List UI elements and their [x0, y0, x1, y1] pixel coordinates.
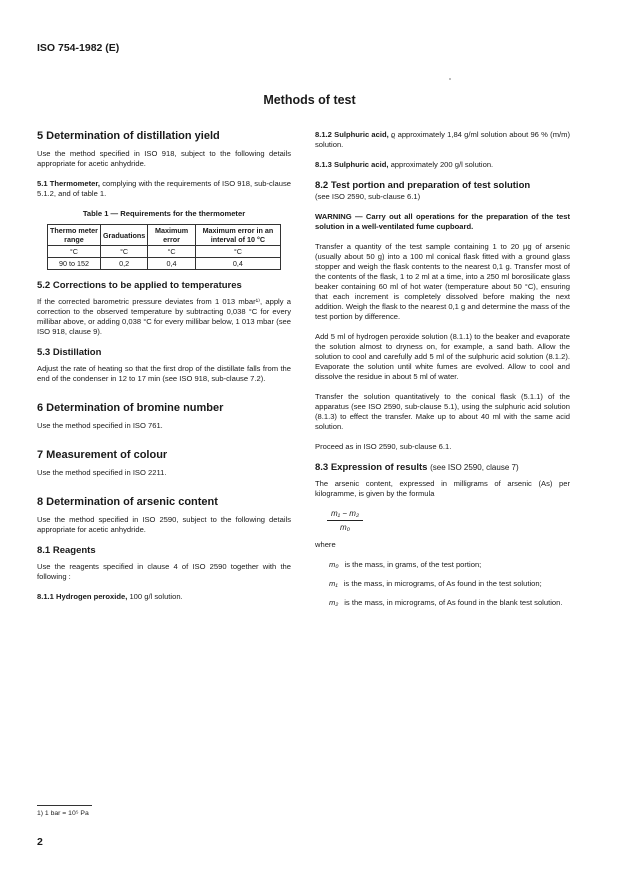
table-caption: Table 1 — Requirements for the thermometer — [82, 209, 246, 218]
s812-rest: ϱ approximately 1,84 g/ml solution about 96 % (m/m) solution. — [315, 130, 570, 149]
page-title: Methods of test — [263, 93, 356, 107]
table-cell: 0,4 — [148, 258, 196, 270]
s811-bold: Hydrogen peroxide, — [56, 592, 128, 601]
definition-row — [315, 579, 570, 589]
def-symbol: m₂ — [329, 598, 339, 607]
formula-denominator: m₀ — [339, 523, 351, 532]
warning-text: WARNING — Carry out all operations for the preparation of the test solution in a well-ventilated fume cupboard. — [315, 212, 570, 231]
section-8-2-sub: (see ISO 2590, sub-clause 6.1) — [315, 192, 421, 201]
def-symbol: m₁ — [329, 579, 338, 588]
section-8-1-text: Use the reagents specified in clause 4 of ISO 2590 together with the following : — [37, 562, 291, 581]
section-5-3-title: 5.3 Distillation — [37, 347, 102, 358]
section-5-1-text — [37, 179, 291, 199]
s812-bold: Sulphuric acid, — [334, 130, 389, 139]
formula-numerator: m₁ − m₂ — [327, 509, 363, 521]
section-8-1-title: 8.1 Reagents — [37, 545, 96, 556]
footnote-divider — [37, 805, 92, 806]
def-text: is the mass, in micrograms, of As found in the test solution; — [343, 579, 542, 588]
s51-rest: complying with the requirements of ISO 918, sub-clause 5.1.2, and of table 1. — [37, 179, 291, 198]
s812-num: 8.1.2 — [315, 130, 332, 139]
section-8-3-title — [315, 462, 570, 473]
s51-bold: Thermometer, — [49, 179, 100, 188]
table-cell: 0,4 — [195, 258, 280, 270]
section-8-2-p2: Add 5 ml of hydrogen peroxide solution (8.1.1) to the beaker and evaporate the solution almost to dryness on, for example, a sand bath. Allow the solution to cool and carefully add 5 ml of the sulphuric acid solution (8.1.2). Evaporate the solution until white fumes are evolved. Allow to cool and dissolve the residue in about 5 ml of water. — [315, 332, 570, 381]
section-6-text: Use the method specified in ISO 761. — [37, 421, 163, 430]
section-8-2-p4: Proceed as in ISO 2590, sub-clause 6.1. — [315, 442, 452, 451]
section-7-text: Use the method specified in ISO 2211. — [37, 468, 167, 477]
section-5-2-text: If the corrected barometric pressure deviates from 1 013 mbar¹⁾, apply a correction to the observed temperature by subtracting 0,038 °C for every millibar above, or adding 0,038 °C for every millibar below, 1 013 mbar (see ISO 918, clause 9). — [37, 297, 291, 336]
s51-num: 5.1 — [37, 179, 48, 188]
section-8-1-3-text — [315, 160, 570, 170]
table-header-cell: Maximum error in an interval of 10 °C — [195, 225, 280, 246]
s811-rest: 100 g/l solution. — [129, 592, 183, 601]
table-row — [48, 258, 281, 270]
left-column — [37, 130, 291, 612]
section-5-3-text: Adjust the rate of heating so that the first drop of the distillate falls from the end of the condenser in 12 to 17 min (see ISO 918, sub-clause 7.2). — [37, 364, 291, 383]
footnote: 1) 1 bar = 10⁵ Pa — [37, 810, 89, 817]
table-header-row — [48, 225, 281, 246]
section-5-intro: Use the method specified in ISO 918, subject to the following details appropriate for acetic anhydride. — [37, 149, 291, 168]
definition-row — [315, 560, 570, 570]
section-8-1-1-text — [37, 592, 291, 602]
s83-sub: (see ISO 2590, clause 7) — [430, 463, 519, 472]
section-8-3-text: The arsenic content, expressed in milligrams of arsenic (As) per kilogramme, is given by the formula — [315, 479, 570, 498]
section-8-text: Use the method specified in ISO 2590, subject to the following details appropriate for acetic anhydride. — [37, 515, 291, 534]
s813-rest: approximately 200 g/l solution. — [390, 160, 494, 169]
section-8-2-title: 8.2 Test portion and preparation of test solution — [315, 180, 531, 191]
where-label: where — [315, 540, 336, 549]
formula — [327, 509, 570, 532]
table-header-cell: Thermo meter range — [48, 225, 101, 246]
right-column — [315, 130, 570, 617]
table-cell: 90 to 152 — [48, 258, 101, 270]
definition-row — [315, 598, 570, 608]
table-unit-row — [48, 246, 281, 258]
scan-speck — [449, 78, 451, 80]
section-5-title: 5 Determination of distillation yield — [37, 130, 220, 142]
page-number: 2 — [37, 836, 43, 848]
s813-num: 8.1.3 — [315, 160, 332, 169]
s811-num: 8.1.1 — [37, 592, 54, 601]
table-header-cell: Maximum error — [148, 225, 196, 246]
fraction — [327, 509, 363, 532]
s813-bold: Sulphuric acid, — [334, 160, 389, 169]
section-6-title: 6 Determination of bromine number — [37, 402, 224, 414]
table-cell: °C — [148, 246, 196, 258]
def-symbol: m₀ — [329, 560, 339, 569]
section-8-1-2-text — [315, 130, 570, 150]
table-cell: °C — [100, 246, 147, 258]
table-header-cell: Graduations — [100, 225, 147, 246]
section-8-2-p3: Transfer the solution quantitatively to the conical flask (5.1.1) of the apparatus (see ISO 2590, sub-clause 5.1), using the sulphuric acid solution (8.1.3) to effect the transfer. Make up to about 40 ml with the same acid solution. — [315, 392, 570, 431]
section-8-title: 8 Determination of arsenic content — [37, 496, 218, 508]
section-8-2-p1: Transfer a quantity of the test sample containing 1 to 20 µg of arsenic (usually about 50 g) into a 100 ml conical flask fitted with a ground glass stopper and weigh the flask contents to the nearest 0,1 g. Transfer most of the contents of the flask, 1 to 2 ml at a time, into a 250 ml borosilicate glass beaker containing 60 ml of hot water (temperature about 50 °C), ensuring that each increment is completely dissolved before making the next addition. Weigh the flask to the nearest 0,1 g and determine the mass of the test portion by difference. — [315, 242, 570, 321]
table-cell: °C — [48, 246, 101, 258]
table-cell: 0,2 — [100, 258, 147, 270]
section-7-title: 7 Measurement of colour — [37, 449, 168, 461]
def-text: is the mass, in grams, of the test portion; — [344, 560, 482, 569]
document-id: ISO 754-1982 (E) — [37, 42, 120, 54]
table-cell: °C — [195, 246, 280, 258]
s83-title-text: 8.3 Expression of results — [315, 462, 428, 473]
section-5-2-title: 5.2 Corrections to be applied to temperatures — [37, 280, 242, 291]
def-text: is the mass, in micrograms, of As found in the blank test solution. — [344, 598, 563, 607]
thermometer-table — [47, 224, 281, 270]
